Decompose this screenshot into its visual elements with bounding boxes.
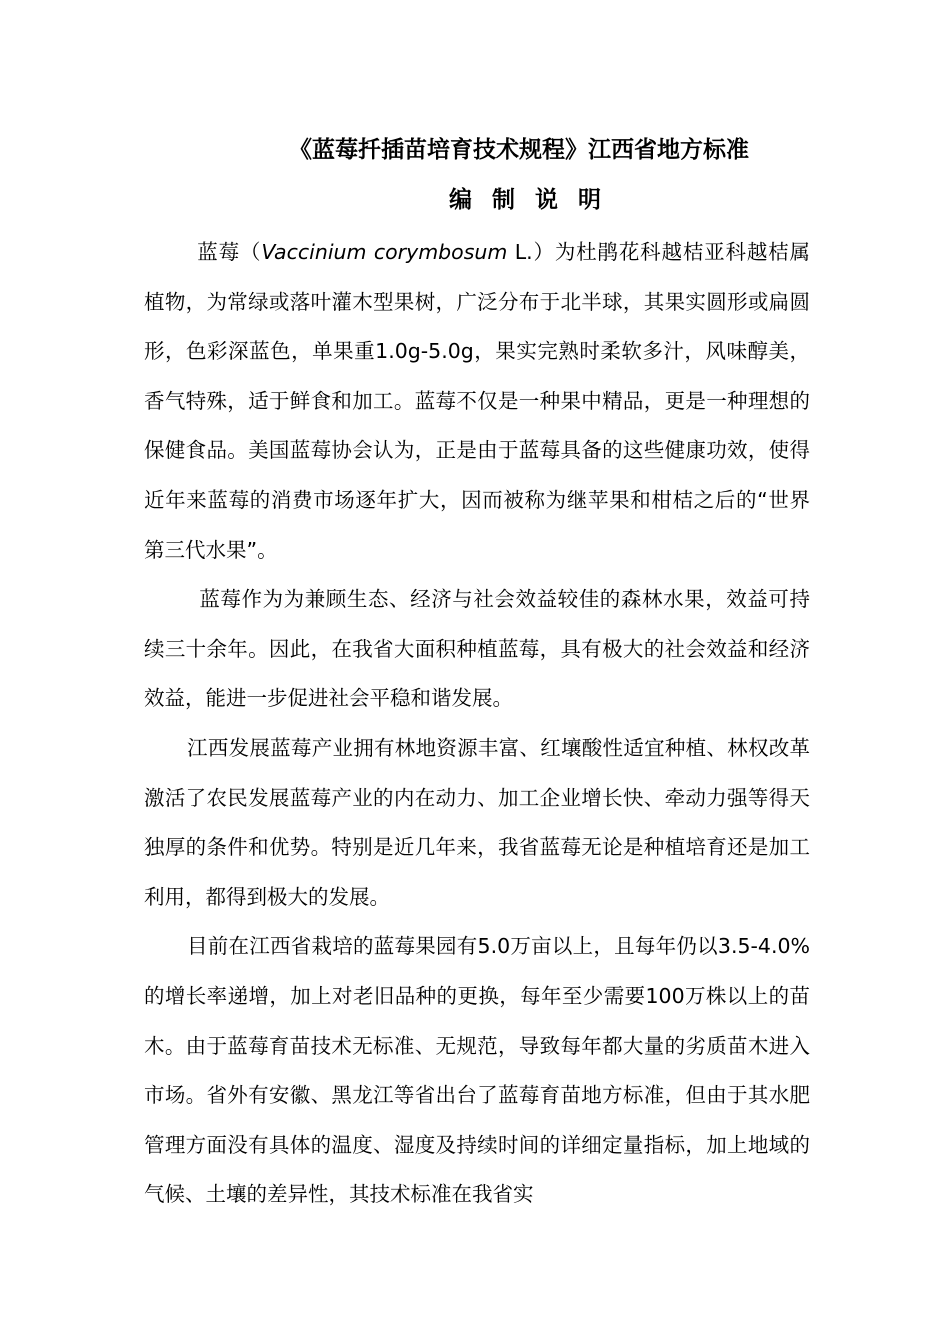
- paragraph-2: 蓝莓作为为兼顾生态、经济与社会效益较佳的森林水果，效益可持续三十余年。因此，在我省大面积种植蓝莓，具有极大的社会效益和经济效益，能进一步促进社会平稳和谐发展。: [144, 587, 810, 711]
- paragraph-3: 江西发展蓝莓产业拥有林地资源丰富、红壤酸性适宜种植、林权改革激活了农民发展蓝莓产业的内在动力、加工企业增长快、牵动力强等得天独厚的条件和优势。特别是近几年来，我省蓝莓无论是种植培育还是加工利用，都得到极大的发展。: [144, 735, 810, 909]
- document-subtitle: 编 制 说 明: [448, 187, 608, 213]
- document-title: 《蓝莓扦插苗培育技术规程》江西省地方标准: [289, 137, 749, 163]
- document-body: [144, 228, 810, 1220]
- latin-name: Vaccinium corymbosum: [261, 240, 508, 264]
- paragraph-4: 目前在江西省栽培的蓝莓果园有5.0万亩以上，且每年仍以3.5-4.0%的增长率递增，加上对老旧品种的更换，每年至少需要100万株以上的苗木。由于蓝莓育苗技术无标准、无规范，导致每年都大量的劣质苗木进入市场。省外有安徽、黑龙江等省出台了蓝莓育苗地方标准，但由于其水肥管理方面没有具体的温度、湿度及持续时间的详细定量指标，加上地域的气候、土壤的差异性，其技术标准在我省实: [144, 934, 810, 1207]
- paragraph-1-intro: 蓝莓（: [197, 240, 262, 264]
- paragraph-1: [144, 228, 810, 575]
- paragraph-1-rest: L.）为杜鹃花科越桔亚科越桔属植物，为常绿或落叶灌木型果树，广泛分布于北半球，其果实圆形或扁圆形，色彩深蓝色，单果重1.0g-5.0g，果实完熟时柔软多汁，风味醇美，香气特殊，适于鲜食和加工。蓝莓不仅是一种果中精品，更是一种理想的保健食品。美国蓝莓协会认为，正是由于蓝莓具备的这些健康功效，使得近年来蓝莓的消费市场逐年扩大，因而被称为继苹果和柑桔之后的“世界第三代水果”。: [144, 240, 811, 562]
